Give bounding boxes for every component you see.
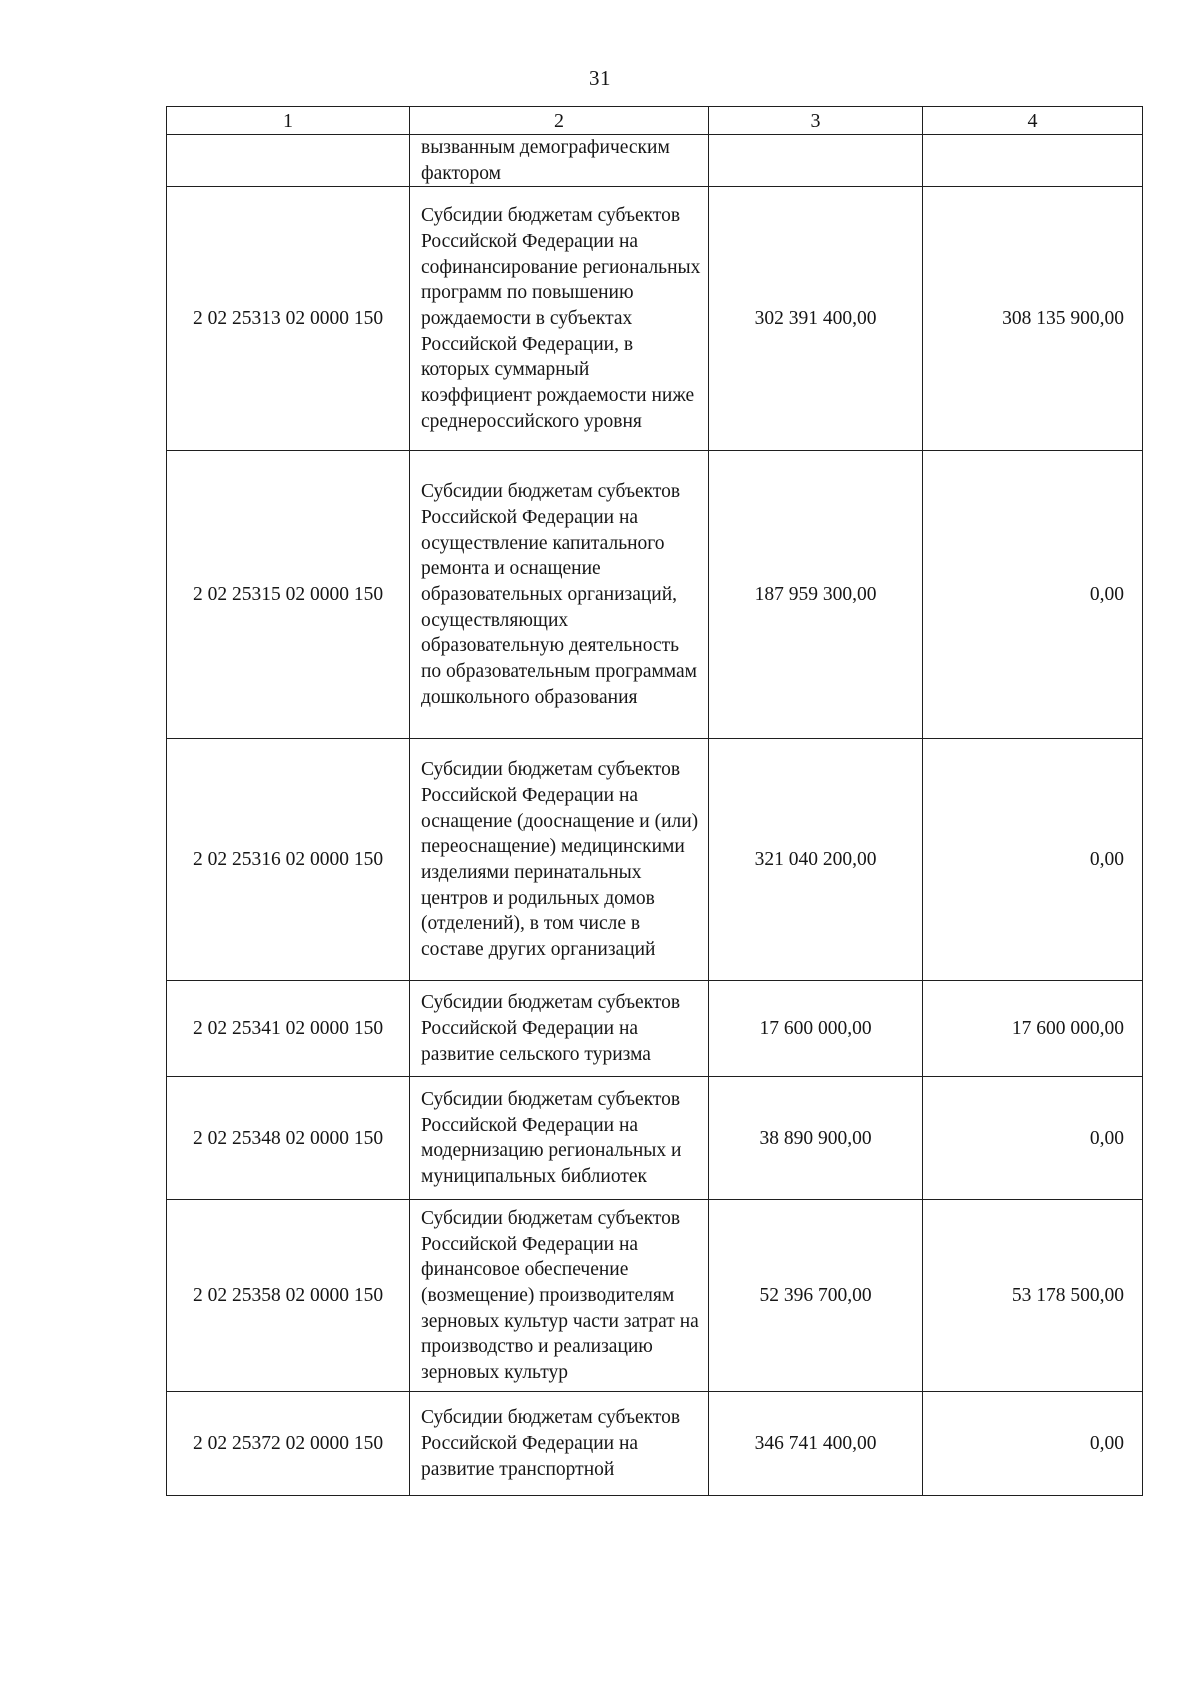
- amount-col4-cell: [923, 135, 1143, 187]
- table-row: [167, 739, 1143, 981]
- budget-code-cell: 2 02 25348 02 0000 150: [167, 1077, 410, 1200]
- description-cell: [410, 135, 709, 187]
- description-cell: [410, 981, 709, 1077]
- budget-code-cell: 2 02 25372 02 0000 150: [167, 1392, 410, 1496]
- table-row: [167, 135, 1143, 187]
- amount-col3-cell: 187 959 300,00: [709, 451, 923, 739]
- amount-col4-cell: 0,00: [923, 1392, 1143, 1496]
- page-number: 31: [589, 66, 611, 90]
- table-row: [167, 981, 1143, 1077]
- budget-code-cell: 2 02 25341 02 0000 150: [167, 981, 410, 1077]
- table-row: [167, 1077, 1143, 1200]
- description-text: Субсидии бюджетам субъектов Российской Федерации на осуществление капитального ремонта и оснащение образовательных организаций, осуществляющих образовательную деятельность по образовательным программам дошкольного образования: [421, 481, 698, 708]
- table-row: [167, 1200, 1143, 1392]
- column-header-4: 4: [923, 107, 1143, 135]
- description-text: Субсидии бюджетам субъектов Российской Федерации на развитие транспортной: [421, 1407, 681, 1480]
- description-cell: [410, 1392, 709, 1496]
- budget-code-cell: 2 02 25316 02 0000 150: [167, 739, 410, 981]
- amount-col4-cell: 308 135 900,00: [923, 187, 1143, 451]
- budget-code-cell: 2 02 25358 02 0000 150: [167, 1200, 410, 1392]
- amount-col3-cell: 302 391 400,00: [709, 187, 923, 451]
- table-row: [167, 187, 1143, 451]
- amount-col4-cell: 0,00: [923, 739, 1143, 981]
- budget-revenue-table: [166, 106, 1143, 1496]
- budget-code-cell: 2 02 25315 02 0000 150: [167, 451, 410, 739]
- description-cell: [410, 187, 709, 451]
- amount-col3-cell: 17 600 000,00: [709, 981, 923, 1077]
- table-header-row: [167, 107, 1143, 135]
- description-cell: [410, 739, 709, 981]
- amount-col3-cell: [709, 135, 923, 187]
- amount-col3-cell: 38 890 900,00: [709, 1077, 923, 1200]
- amount-col4-cell: 0,00: [923, 1077, 1143, 1200]
- column-header-1: 1: [167, 107, 410, 135]
- description-text: Субсидии бюджетам субъектов Российской Федерации на финансовое обеспечение (возмещение) производителям зерновых культур части затрат на производство и реализацию зерновых культур: [421, 1207, 699, 1384]
- amount-col3-cell: 346 741 400,00: [709, 1392, 923, 1496]
- description-text: Субсидии бюджетам субъектов Российской Федерации на развитие сельского туризма: [421, 992, 681, 1065]
- table-row: [167, 451, 1143, 739]
- amount-col3-cell: 52 396 700,00: [709, 1200, 923, 1392]
- description-cell: [410, 451, 709, 739]
- column-header-2: 2: [410, 107, 709, 135]
- column-header-3: 3: [709, 107, 923, 135]
- description-text: Субсидии бюджетам субъектов Российской Федерации на модернизацию региональных и муниципальных библиотек: [421, 1089, 682, 1188]
- description-cell: [410, 1200, 709, 1392]
- description-cell: [410, 1077, 709, 1200]
- budget-code-cell: [167, 135, 410, 187]
- amount-col4-cell: 53 178 500,00: [923, 1200, 1143, 1392]
- table-row: [167, 1392, 1143, 1496]
- amount-col4-cell: 0,00: [923, 451, 1143, 739]
- description-text: Субсидии бюджетам субъектов Российской Федерации на оснащение (дооснащение и (или) переоснащение) медицинскими изделиями перинатальных центров и родильных домов (отделений), в том числе в составе других организаций: [421, 759, 699, 961]
- description-text: вызванным демографическим фактором: [421, 137, 670, 184]
- amount-col4-cell: 17 600 000,00: [923, 981, 1143, 1077]
- description-text: Субсидии бюджетам субъектов Российской Федерации на софинансирование региональных программ по повышению рождаемости в субъектах Российской Федерации, в которых суммарный коэффициент рождаемости ниже среднероссийского уровня: [421, 205, 701, 432]
- amount-col3-cell: 321 040 200,00: [709, 739, 923, 981]
- budget-code-cell: 2 02 25313 02 0000 150: [167, 187, 410, 451]
